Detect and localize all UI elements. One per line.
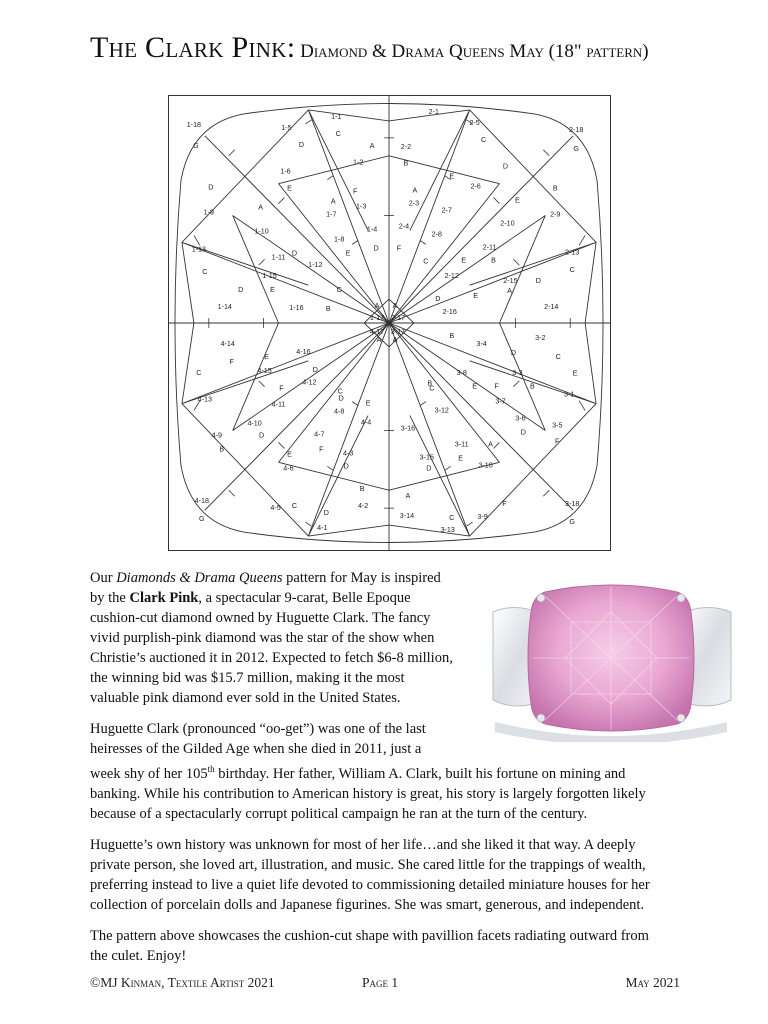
facet-label: A bbox=[376, 335, 382, 344]
facet-label: 3-10 bbox=[478, 461, 493, 470]
facet-label: B bbox=[359, 485, 365, 494]
facet-label: E bbox=[461, 256, 467, 265]
facet-label: C bbox=[202, 268, 208, 277]
facet-label: D bbox=[208, 183, 214, 192]
page-footer bbox=[90, 975, 680, 997]
facet-label: 2-7 bbox=[441, 206, 452, 215]
facet-label: 3-12 bbox=[434, 406, 449, 415]
facet-label: E bbox=[287, 184, 292, 193]
facet-label: B bbox=[403, 159, 409, 168]
facet-label: 2-8 bbox=[431, 230, 442, 239]
facet-label: C bbox=[569, 266, 575, 275]
title-main: The Clark Pink: bbox=[90, 31, 296, 64]
facet-label: A bbox=[405, 492, 411, 501]
facet-label: 1-1 bbox=[331, 112, 342, 121]
facet-label: A bbox=[258, 203, 263, 212]
article-body bbox=[90, 568, 686, 977]
text-run: Huguette Clark (pronounced “oo-get”) was one of the last bbox=[90, 721, 426, 737]
quilt-pattern-diagram bbox=[168, 95, 611, 551]
text-run: Our bbox=[90, 570, 117, 586]
facet-label: 3-14 bbox=[399, 512, 415, 521]
footer-date: May 2021 bbox=[625, 975, 680, 990]
facet-label: 2-1 bbox=[428, 107, 439, 116]
bold-text: Clark Pink bbox=[129, 590, 199, 606]
text-run: valuable pink diamond ever sold in the United States. bbox=[90, 690, 401, 706]
text-run: The pattern above showcases the cushion-cut shape with pavillion facets radiating outward from bbox=[90, 927, 649, 944]
facet-label: E bbox=[472, 382, 478, 391]
facet-label: 4-16 bbox=[296, 347, 311, 356]
facet-label: 1-5 bbox=[281, 123, 292, 132]
paragraph-3 bbox=[90, 835, 686, 915]
facet-label: D bbox=[323, 509, 329, 518]
facet-label: G bbox=[573, 144, 579, 153]
text-run: heiresses of the Gilded Age when she died in 2011, just a bbox=[90, 741, 422, 757]
facet-label: G bbox=[193, 141, 199, 150]
facet-label: A bbox=[507, 287, 512, 296]
facet-label: A bbox=[392, 302, 398, 311]
facet-label: 2-3 bbox=[408, 199, 420, 208]
facet-label: 3-9 bbox=[477, 513, 488, 522]
text-run: the culet. Enjoy! bbox=[90, 947, 187, 964]
facet-label: F bbox=[279, 384, 284, 393]
text-run: Christie’s auctioned it in 2012. Expected to fetch $6-8 million, bbox=[90, 650, 453, 666]
facet-label: 2-6 bbox=[470, 182, 481, 191]
facet-label: 4-4 bbox=[360, 418, 372, 427]
facet-label: D bbox=[312, 365, 318, 374]
facet-label: 2-12 bbox=[444, 272, 459, 281]
pattern-svg bbox=[169, 96, 610, 550]
text-run: , a spectacular 9-carat, Belle Epoque bbox=[198, 590, 411, 606]
text-run: collection of porcelain dolls and Japanese figurines. She was smart, generous, and independent. bbox=[90, 896, 645, 913]
facet-label: 4-12 bbox=[302, 378, 317, 387]
facet-label: 2-5 bbox=[469, 118, 480, 127]
facet-label: 1-14 bbox=[217, 303, 232, 312]
facet-label: 3-3 bbox=[512, 368, 523, 377]
facet-label: F bbox=[352, 187, 358, 196]
text-run: week shy of her 105 bbox=[90, 765, 208, 782]
facet-label: C bbox=[336, 286, 342, 295]
facet-label: C bbox=[196, 368, 202, 377]
facet-label: 1-9 bbox=[203, 208, 214, 217]
facet-label: 1-7 bbox=[326, 210, 337, 219]
facet-label: 1-15 bbox=[262, 272, 277, 281]
facet-label: A bbox=[330, 197, 336, 206]
footer-copyright: ©MJ Kinman, Textile Artist 2021 bbox=[90, 975, 275, 990]
facet-label: C bbox=[480, 135, 487, 144]
facet-label: 1-12 bbox=[308, 261, 323, 270]
facet-label: A bbox=[392, 335, 398, 344]
facet-label: D bbox=[373, 244, 379, 253]
facet-label: 3-1 bbox=[564, 390, 575, 399]
facet-label: E bbox=[345, 249, 351, 258]
facet-label: E bbox=[365, 399, 371, 408]
text-run: cushion-cut diamond owned by Huguette Clark. The fancy bbox=[90, 610, 431, 626]
facet-label: 1-10 bbox=[254, 227, 269, 236]
facet-label: 4-18 bbox=[194, 497, 210, 506]
text-run: birthday. Her father, William A. Clark, built his fortune on mining and bbox=[214, 765, 626, 782]
facet-label: 2-14 bbox=[544, 303, 559, 312]
facet-label: E bbox=[287, 450, 292, 459]
facet-label: 2-4 bbox=[398, 222, 410, 231]
facet-label: 3-11 bbox=[454, 440, 469, 449]
text-run: the winning bid was $15.7 million, making it the most bbox=[90, 670, 405, 686]
facet-label: D bbox=[435, 295, 441, 304]
facet-label: C bbox=[337, 387, 343, 396]
facet-label: B bbox=[449, 331, 455, 340]
facet-label: 4-15 bbox=[257, 366, 272, 375]
italic-text: Diamonds & Drama Queens bbox=[116, 570, 283, 586]
facet-label: 3-15 bbox=[419, 453, 434, 462]
facet-label: B bbox=[529, 382, 535, 391]
facet-label: D bbox=[535, 277, 541, 286]
text-run: because of a spectacularly corrupt political campaign he ran at the turn of the century. bbox=[90, 805, 588, 822]
title-subtitle: Diamond & Drama Queens May (18" pattern) bbox=[295, 41, 649, 62]
facet-label: 4-3 bbox=[343, 449, 354, 458]
facet-label: 4-8 bbox=[334, 407, 345, 416]
text-run: banking. While his contribution to American history is great, his story is largely forgotten likely bbox=[90, 785, 646, 802]
facet-label: 2-9 bbox=[550, 210, 561, 219]
facet-label: 2-18 bbox=[568, 125, 584, 134]
facet-label: 1-3 bbox=[355, 202, 367, 211]
facet-label: G bbox=[199, 515, 205, 524]
facet-label: A bbox=[488, 440, 493, 449]
facet-label: 3-4 bbox=[476, 339, 487, 348]
facet-label: 3-13 bbox=[440, 526, 455, 535]
facet-label: 2-16 bbox=[442, 308, 457, 317]
superscript-text: th bbox=[207, 764, 215, 774]
facet-label: 1-11 bbox=[271, 253, 286, 262]
facet-label: 1-18 bbox=[186, 120, 202, 129]
paragraph-1 bbox=[90, 568, 686, 708]
facet-label: A bbox=[412, 186, 418, 195]
facet-label: 1-16 bbox=[289, 304, 304, 313]
facet-label: 2-15 bbox=[503, 277, 518, 286]
facet-label: B bbox=[325, 305, 331, 314]
facet-label: 3-17 bbox=[390, 327, 406, 336]
facet-label: 1-6 bbox=[280, 167, 291, 176]
facet-label: F bbox=[396, 244, 402, 253]
facet-label: 3-16 bbox=[400, 424, 416, 433]
facet-label: 1-2 bbox=[352, 158, 364, 167]
facet-label: D bbox=[258, 431, 265, 440]
text-run: by the bbox=[90, 590, 130, 606]
facet-label: E bbox=[515, 196, 520, 205]
text-run: Huguette’s own history was unknown for most of her life…and she liked it that way. A deeply bbox=[90, 836, 636, 853]
footer-page-number: Page 1 bbox=[362, 975, 399, 990]
facet-label: C bbox=[555, 352, 561, 361]
facet-label: 2-11 bbox=[482, 243, 497, 252]
facet-label: B bbox=[491, 256, 496, 265]
facet-label: D bbox=[291, 249, 298, 258]
facet-label: D bbox=[343, 462, 349, 471]
facet-label: 4-1 bbox=[317, 524, 328, 533]
facet-label: F bbox=[229, 357, 234, 366]
pattern-lines bbox=[169, 96, 610, 550]
facet-label: C bbox=[335, 129, 341, 138]
facet-label: F bbox=[494, 382, 499, 391]
facet-label: 1-17 bbox=[369, 314, 385, 323]
text-run: vivid purplish-pink diamond was the star of the show when bbox=[90, 630, 435, 646]
text-run: pattern for May is inspired bbox=[282, 570, 441, 586]
facet-label: 2-17 bbox=[390, 314, 406, 323]
facet-label: E bbox=[264, 352, 269, 361]
facet-label: 4-5 bbox=[270, 504, 281, 513]
facet-label: 4-13 bbox=[197, 395, 213, 404]
facet-label: D bbox=[520, 428, 526, 437]
facet-label: D bbox=[238, 286, 244, 295]
facet-label: 3-8 bbox=[456, 368, 467, 377]
paragraph-4 bbox=[90, 926, 686, 966]
facet-label: 2-2 bbox=[400, 142, 412, 151]
facet-label: G bbox=[569, 518, 575, 527]
facet-label: E bbox=[449, 172, 455, 181]
facet-label: 3-5 bbox=[552, 421, 563, 430]
facet-label: D bbox=[298, 140, 304, 149]
facet-label: 1-8 bbox=[334, 235, 345, 244]
facet-label: A bbox=[369, 141, 375, 150]
facet-label: B bbox=[552, 184, 558, 193]
facet-label: D bbox=[502, 162, 509, 171]
facet-label: 3-2 bbox=[535, 333, 546, 342]
facet-label: B bbox=[219, 445, 225, 454]
facet-label: 4-10 bbox=[247, 419, 262, 428]
facet-label: 3-7 bbox=[495, 397, 506, 406]
facet-label: C bbox=[423, 257, 429, 266]
facet-label: 4-17 bbox=[369, 327, 385, 336]
facet-label: 1-4 bbox=[366, 225, 378, 234]
facet-label: 4-9 bbox=[211, 431, 222, 440]
facet-label: E bbox=[473, 292, 479, 301]
facet-label: D bbox=[426, 464, 432, 473]
facet-label: C bbox=[291, 502, 298, 511]
facet-label: E bbox=[572, 369, 578, 378]
facet-label: E bbox=[270, 286, 275, 295]
facet-label: F bbox=[502, 500, 507, 509]
facet-label: 2-13 bbox=[565, 248, 580, 257]
facet-label: 3-6 bbox=[515, 414, 526, 423]
facet-label: D bbox=[510, 348, 517, 357]
paragraph-2 bbox=[90, 719, 686, 824]
facet-label: D bbox=[338, 394, 344, 403]
facet-label: C bbox=[429, 384, 435, 393]
facet-label: 2-10 bbox=[500, 219, 515, 228]
facet-label: 4-6 bbox=[283, 464, 294, 473]
facet-label: 4-7 bbox=[314, 430, 325, 439]
facet-label: A bbox=[374, 302, 380, 311]
facet-label: E bbox=[458, 454, 464, 463]
text-run: private person, she loved art, illustration, and music. She cared little for the trappings of wealth, bbox=[90, 856, 646, 873]
facet-label: 4-2 bbox=[357, 502, 369, 511]
facet-label: F bbox=[555, 437, 560, 446]
facet-label: 4-14 bbox=[220, 339, 235, 348]
text-run: preferring instead to live a quiet life devoted to commissioning detailed miniature houses for her bbox=[90, 876, 650, 893]
facet-label: B bbox=[427, 379, 433, 388]
facet-label: 3-18 bbox=[565, 500, 580, 509]
facet-label: 4-11 bbox=[271, 400, 286, 409]
facet-label: C bbox=[449, 514, 455, 523]
page-title bbox=[90, 28, 649, 65]
facet-label: 1-13 bbox=[191, 245, 207, 254]
facet-label: F bbox=[319, 445, 324, 454]
